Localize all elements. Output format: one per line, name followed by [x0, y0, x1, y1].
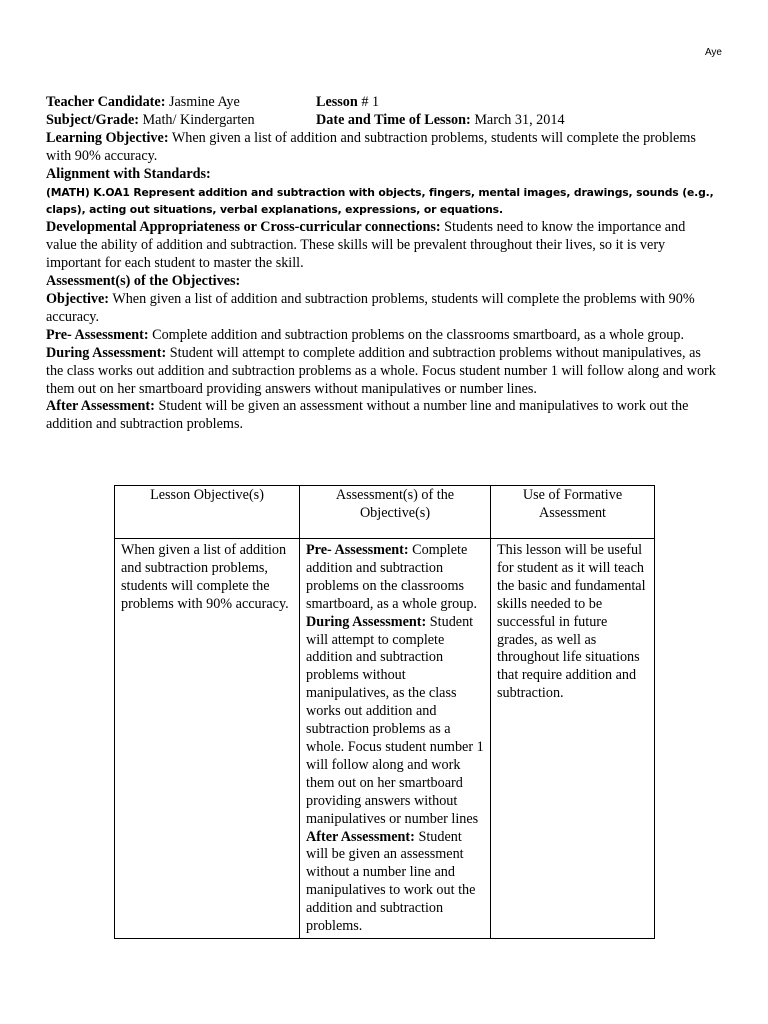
cell-assessments	[300, 539, 491, 939]
after-value: Student will be given an assessment without a number line and manipulatives to work out the addition and subtraction problems.	[46, 398, 689, 433]
obj-value: When given a list of addition and subtraction problems, students will complete the problems with 90% accuracy.	[46, 290, 695, 325]
during-label: During Assessment:	[46, 344, 167, 361]
alignment-heading: Alignment with Standards:	[46, 165, 211, 182]
pre-label: Pre- Assessment:	[46, 326, 149, 343]
objective-value: When given a list of addition and subtraction problems, students will complete the problems with 90% accuracy.	[46, 129, 696, 164]
lesson-value: # 1	[357, 94, 380, 110]
teacher-value: Jasmine Aye	[165, 94, 240, 110]
teacher-lesson-row	[46, 94, 718, 112]
learning-objective	[46, 130, 718, 166]
teacher-candidate	[46, 94, 316, 112]
developmental-label: Developmental Appropriateness or Cross-curricular connections:	[46, 219, 441, 236]
teacher-label: Teacher Candidate:	[46, 94, 166, 110]
page-header-author: Aye	[704, 47, 722, 58]
after-assessment-paragraph	[46, 398, 718, 434]
subject-value: Math/ Kindergarten	[139, 111, 255, 128]
cell-after-value: Student will be given an assessment without a number line and manipulatives to work out the addition and subtraction problems.	[306, 828, 476, 935]
cell-pre-label: Pre- Assessment:	[306, 542, 409, 558]
during-value: Student will attempt to complete addition and subtraction problems without manipulatives, as the class works out addition and subtraction problems as a whole. Focus student number 1 will follow along and work them out on her smartboard providing answers without manipulatives or number lines.	[46, 344, 716, 397]
date-time	[316, 112, 565, 130]
date-label: Date and Time of Lesson:	[316, 111, 471, 128]
cell-pre-value: Complete addition and subtraction problems on the classrooms smartboard, as a whole group.	[306, 542, 477, 612]
header-lesson-objectives: Lesson Objective(s)	[115, 486, 300, 539]
cell-after-label: After Assessment:	[306, 828, 415, 845]
objective-paragraph	[46, 291, 718, 327]
pre-assessment-paragraph	[46, 327, 718, 345]
lesson-number	[316, 94, 379, 112]
after-label: After Assessment:	[46, 398, 155, 415]
table-row	[115, 539, 655, 939]
assessments-heading: Assessment(s) of the Objectives:	[46, 273, 241, 290]
subject-label: Subject/Grade:	[46, 111, 139, 128]
subject-date-row	[46, 112, 718, 130]
lesson-plan-body	[46, 94, 718, 434]
developmental-paragraph	[46, 219, 718, 273]
cell-formative-use: This lesson will be useful for student as it will teach the basic and fundamental skills needed to be successful in future grades, as well as throughout life situations that require addition and subtraction.	[491, 539, 655, 939]
during-assessment-paragraph	[46, 345, 718, 399]
header-assessments: Assessment(s) of the Objective(s)	[300, 486, 491, 539]
pre-value: Complete addition and subtraction problems on the classrooms smartboard, as a whole group.	[148, 326, 685, 343]
developmental-value: Students need to know the importance and value the ability of addition and subtraction. These skills will be prevalent throughout their lives, so it is very important for each student to master the skill.	[46, 219, 686, 272]
header-formative-use: Use of Formative Assessment	[491, 486, 655, 539]
cell-during-label: During Assessment:	[306, 613, 427, 630]
obj-label: Objective:	[46, 290, 110, 307]
objective-label: Learning Objective:	[46, 129, 169, 146]
table-header-row	[115, 486, 655, 539]
date-value: March 31, 2014	[470, 111, 565, 128]
lesson-label: Lesson	[316, 94, 358, 110]
subject-grade	[46, 112, 316, 130]
cell-during-value: Student will attempt to complete addition and subtraction problems without manipulatives, as the class works out addition and subtraction problems as a whole. Focus student number 1 will follow along and work them out on her smartboard providing answers without manipulatives or number lines	[306, 613, 484, 827]
standards-text: (MATH) K.OA1 Represent addition and subtraction with objects, fingers, mental images, drawings, sounds (e.g., claps), acting out situations, verbal explanations, expressions, or equations.	[46, 185, 714, 217]
cell-lesson-objective: When given a list of addition and subtraction problems, students will complete the problems with 90% accuracy.	[115, 539, 300, 939]
objectives-table	[114, 485, 655, 939]
